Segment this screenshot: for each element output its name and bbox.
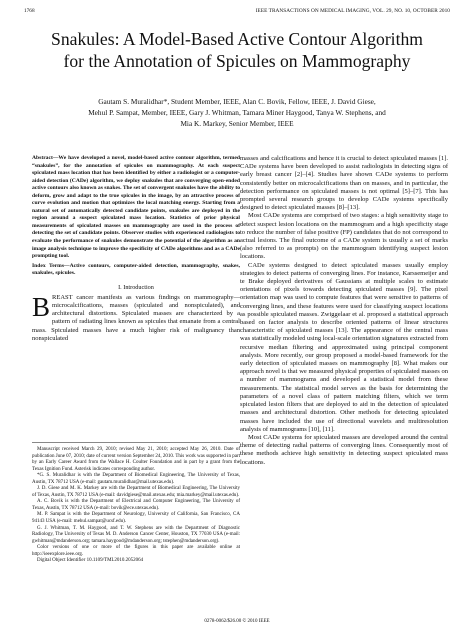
body-paragraph: Most CADe systems for spiculated masses are developed around the central theme of detecting radial patterns of converging lines. Consequently most of these methods achieve high sensitivity in detecting suspect spiculated mass locations. (240, 433, 448, 466)
footnote: G. J. Whitman, T. M. Haygood, and T. W. Stephens are with the Department of Diagnostic Radiology, The University of Texas M. D. Anderson Cancer Center, Houston, TX 77030 USA (e-mail: gwhitman@mdanderson.org; tamara.haygood@mdanderson.org; tstephen@mdanderson.org). (32, 525, 240, 544)
footnote-doi: Digital Object Identifier 10.1109/TMI.2010.2052064 (37, 558, 144, 564)
footnote: Color versions of one or more of the figures in this paper are available online at http://ieeexplore.ieee.org. (32, 545, 240, 557)
footnote: J. D. Giese and M. K. Markey are with the Department of Biomedical Engineering, The University of Texas, Austin, TX 78712 USA (e-mail: davidgiese@mail.utexas.edu; mia.markey@mail.utexas.edu). (32, 486, 240, 498)
author-list (20, 97, 454, 129)
intro-text: REAST cancer manifests as various findings on mammography—microcalcifications, masses (spiculated and nonspiculated), and architectural distortions. Spiculated masses are characterized by a pattern of radiating lines known as spicules that emanate from a central mass. Spiculated masses have a much higher risk of malignancy than nonspiculated (32, 293, 240, 342)
right-column (240, 155, 448, 467)
intro-paragraph (32, 291, 240, 343)
footnote: M. P. Sampat is with the Department of Neurology, University of California, San Francisco, CA 94143 USA (e-mail: mehul.sampat@ucsf.edu). (32, 512, 240, 525)
authors-line-1: Gautam S. Muralidhar*, Student Member, IEEE, Alan C. Bovik, Fellow, IEEE, J. David Giese, (98, 97, 376, 106)
paper-title (14, 28, 460, 72)
title-line-2: for the Annotation of Spicules on Mammography (63, 51, 411, 71)
authors-line-2: Mehul P. Sampat, Member, IEEE, Gary J. Whitman, Tamara Miner Haygood, Tanya W. Stephens, and (88, 107, 386, 117)
body-paragraph: masses and calcifications and hence it is crucial to detect spiculated masses [1]. CADe systems have been developed to assist radiologists in detecting signs of early breast cancer [2]–[4]. Studies have shown CADe systems to perform consistently better on microcalcifications than on masses, and in particular, the detection performance on spiculated masses is not optimal [5]–[7]. This has prompted several research groups to develop CADe systems specifically designed to detect spiculated masses [8]–[13]. (240, 155, 448, 212)
drop-cap: B (32, 291, 51, 322)
left-column (32, 155, 240, 343)
footnote: Manuscript received March 29, 2010; revised May 21, 2010; accepted May 26, 2010. Date of publication June 07, 2010; date of current version September 24, 2010. This work was supported in part by an Early Career Award from the Wallace H. Coulter Foundation and in part by a grant from the Texas Ignition Fund. Asterisk indicates corresponding author. (32, 447, 240, 472)
abstract: Abstract—We have developed a novel, model-based active contour algorithm, termed “snakules”, for the annotation of spicules on mammography. At each suspect spiculated mass location that has been identified by either a radiologist or a computer-aided detection (CADe) algorithm, we deploy snakules that are converging open-ended active contours also known as snakes. The set of convergent snakules have the ability to deform, grow and adapt to the true spicules in the image, by an attractive process of curve evolution and motion that optimizes the local matching energy. Starting from a natural set of automatically detected candidate points, snakules are deployed in the region around a suspect spiculated mass location. Statistics of prior physical measurements of spiculated masses on mammography are used in the process of detecting the set of candidate points. Observer studies with experienced radiologists to evaluate the performance of snakules demonstrate the potential of the algorithm as an image analysis technique to improve the specificity of CADe algorithms and as a CADe prompting tool. (32, 155, 240, 260)
body-paragraph: Most CADe systems are comprised of two stages: a high sensitivity stage to detect suspect lesion locations on the mammogram and a high specificity stage to reduce the number of false positive (FP) candidates that do not correspond to actual lesions. The final outcome of a CADe system is usually a set of marks (also referred to as prompts) on the mammogram identifying suspect lesion locations. (240, 212, 448, 261)
copyright-notice: 0278-0062/$26.00 © 2010 IEEE (204, 619, 270, 624)
index-terms: Index Terms—Active contours, computer-aided detection, mammography, snakes, snakules, spicules. (32, 262, 240, 277)
section-heading: I. Introduction (118, 283, 154, 291)
footnote: A. C. Bovik is with the Department of Electrical and Computer Engineering, The University of Texas, Austin, TX 78712 USA (e-mail: bovik@ece.utexas.edu). (32, 499, 240, 511)
page-number: 1768 (24, 8, 35, 14)
running-head (24, 7, 450, 16)
body-paragraph: CADe systems designed to detect spiculated masses usually employ strategies to detect patterns of converging lines. For instance, Karssemeijer and te Brake deployed derivatives of Gaussians at multiple scales to estimate orientations of pixels towards detecting spiculated masses [9]. The pixel orientation map was used to compute features that were sensitive to patterns of converging lines, and these features were used for classifying suspect locations as possible spiculated masses. Zwiggelaar et al. proposed a statistical approach based on factor analysis to describe oriented patterns of linear structures characteristic of spiculated masses [13]. The appearance of the central mass was statistically modeled using local-scale orientation signatures extracted from recursive median filtering and approximated using principal component analysis. More recently, our group proposed a model-based framework for the early detection of spiculated masses on mammography [8]. What makes our approach novel is that we measured physical properties of spiculated masses on a number of mammograms and developed a statistical model from these measurements. The statistical model serves as the basis for determining the parameters of a novel class of pattern matching filters, which we term spiculated lesion filters that are deployed to aid in the detection of spiculated masses and architectural distortion. Other methods for detecting spiculated masses have included the use of directional wavelets and multiresolution analysis of mammograms [10], [11]. (240, 261, 448, 433)
title-line-1: Snakules: A Model-Based Active Contour Algorithm (51, 29, 423, 49)
footnote: *G. S. Muralidhar is with the Department of Biomedical Engineering, The University of Texas, Austin, TX 78712 USA (e-mail: gautam.muralidhar@mail.utexas.edu). (32, 473, 240, 485)
journal-header: IEEE TRANSACTIONS ON MEDICAL IMAGING, VOL. 29, NO. 10, OCTOBER 2010 (255, 8, 450, 14)
authors-line-3: Mia K. Markey, Senior Member, IEEE (180, 118, 294, 128)
footnotes (32, 442, 240, 565)
